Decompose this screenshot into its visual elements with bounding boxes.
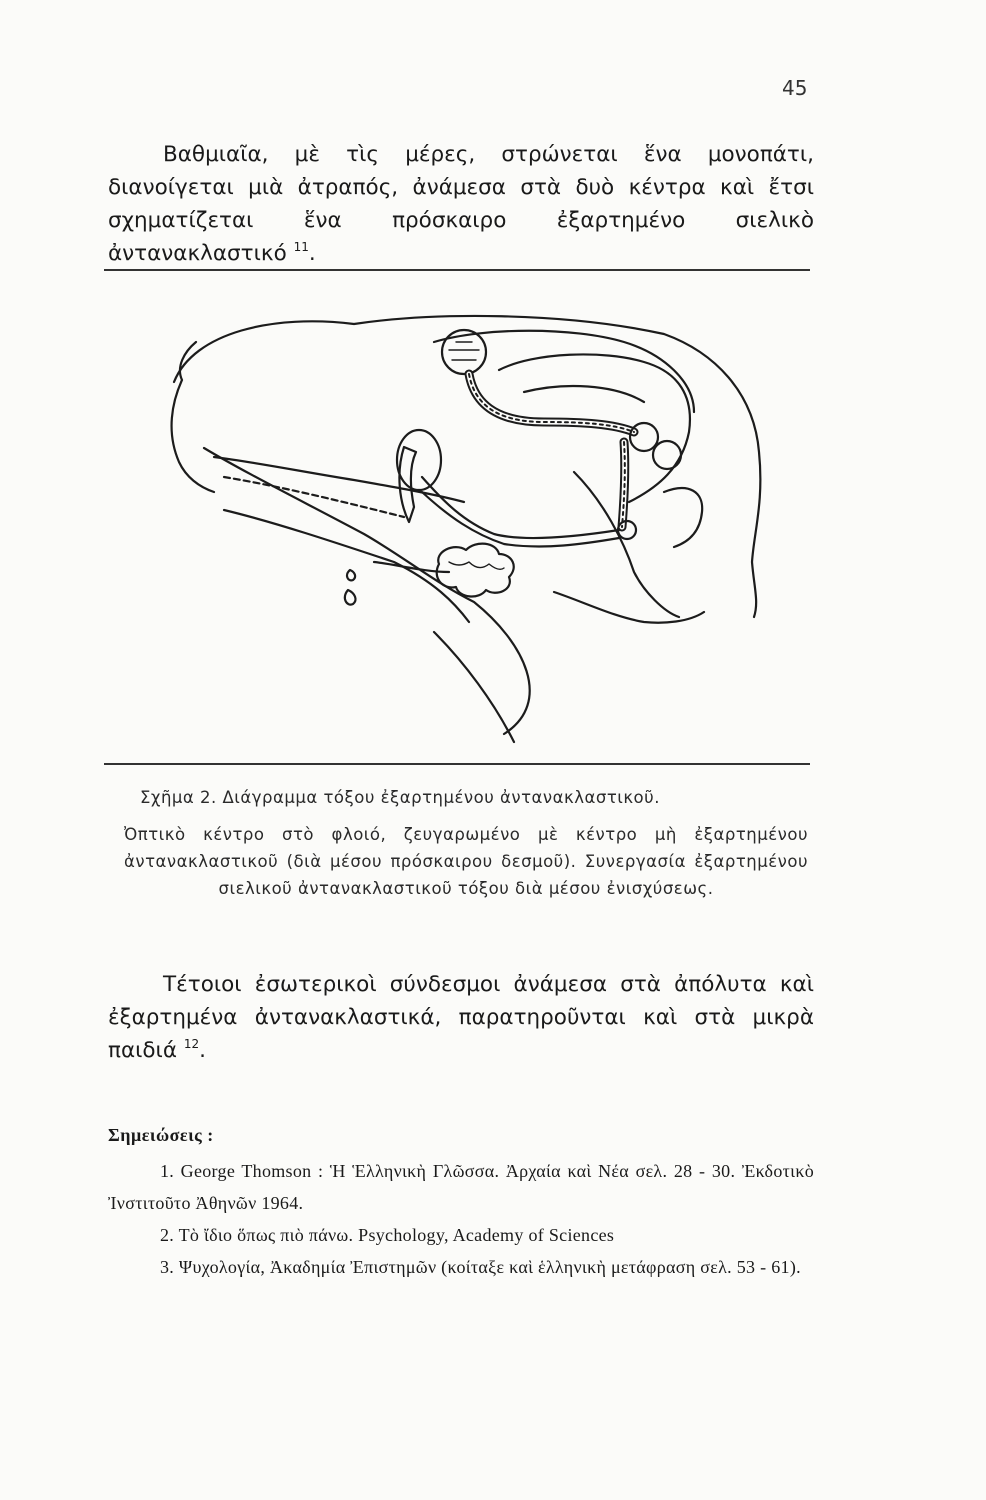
spinal-outline [664,488,702,547]
notes-heading: Σημειώσεις : [108,1125,214,1145]
eye [397,430,441,490]
saliva-drop-2 [345,590,356,605]
body-paragraph-1 [108,138,814,270]
reflex-arc-diagram [104,272,810,760]
paragraph-2-text: Τέτοιοι ἐσωτερικοὶ σύνδεσμοι ἀνάμεσα στὰ ἀπόλυτα καὶ ἐξαρτημένα ἀντανακλαστικά, παρατηροῦνται καὶ στὰ μικρὰ παιδιά [108,972,814,1063]
note-item: 3. Ψυχολογία, Ἀκαδημία Ἐπιστημῶν (κοίταξε καὶ ἑλληνικὴ μετάφραση σελ. 53 - 61). [160,1257,801,1277]
cortex-visual-centre [442,330,486,374]
throat-line [554,592,704,623]
reflex-centre-1 [630,423,658,451]
head-outline [174,316,760,617]
page-number: 45 [782,76,808,100]
body-paragraph-2 [108,968,814,1067]
reflex-centre-2 [653,441,681,469]
figure-title: Σχῆμα 2. Διάγραμμα τόξου ἐξαρτημένου ἀντανακλαστικοῦ. [140,788,660,807]
notes-list [108,1155,814,1283]
neck-line [434,632,514,742]
paragraph-2-end: . [199,1038,206,1063]
note-item: 1. George Thomson : Ἡ Ἑλληνικὴ Γλῶσσα. Ἀρχαία καὶ Νέα σελ. 28 - 30. Ἐκδοτικὸ Ἰνστιτοῦτο Ἀθηνῶν 1964. [108,1161,814,1213]
optic-nerve [422,477,619,538]
figure-caption: Ὀπτικὸ κέντρο στὸ φλοιό, ζευγαρωμένο μὲ κέντρο μὴ ἐξαρτημένου ἀντανακλαστικοῦ (διὰ μέσου πρόσκαιρου δεσμοῦ). Συνεργασία ἐξαρτημένου σιελικοῦ ἀντανακλαστικοῦ τόξου διὰ μέσου ἐνισχύσεως. [124,825,808,898]
figure-bottom-rule [104,763,810,765]
face-outline [204,448,530,734]
footnote-ref-12: 12 [183,1037,200,1051]
cortex-centre-hatch [449,342,479,360]
paragraph-1-text: Βαθμιαῖα, μὲ τὶς μέρες, στρώνεται ἕνα μονοπάτι, διανοίγεται μιὰ ἀτραπός, ἀνάμεσα στὰ δυὸ κέντρα καὶ ἔτσι σχηματίζεται ἕνα πρόσκαιρο ἐξαρτημένο σιελικὸ ἀντανακλαστικό [108,142,814,266]
cortex-inner-outline [172,342,214,492]
figure-top-rule [104,269,810,271]
paragraph-1-end: . [308,241,316,266]
jaw-line [224,510,469,622]
footnote-ref-11: 11 [293,240,309,254]
saliva-drop-1 [347,570,355,580]
note-item: 2. Τὸ ἴδιο ὅπως πιὸ πάνω. Psychology, Academy of Sciences [160,1225,615,1245]
brain-fold-3 [524,386,644,402]
